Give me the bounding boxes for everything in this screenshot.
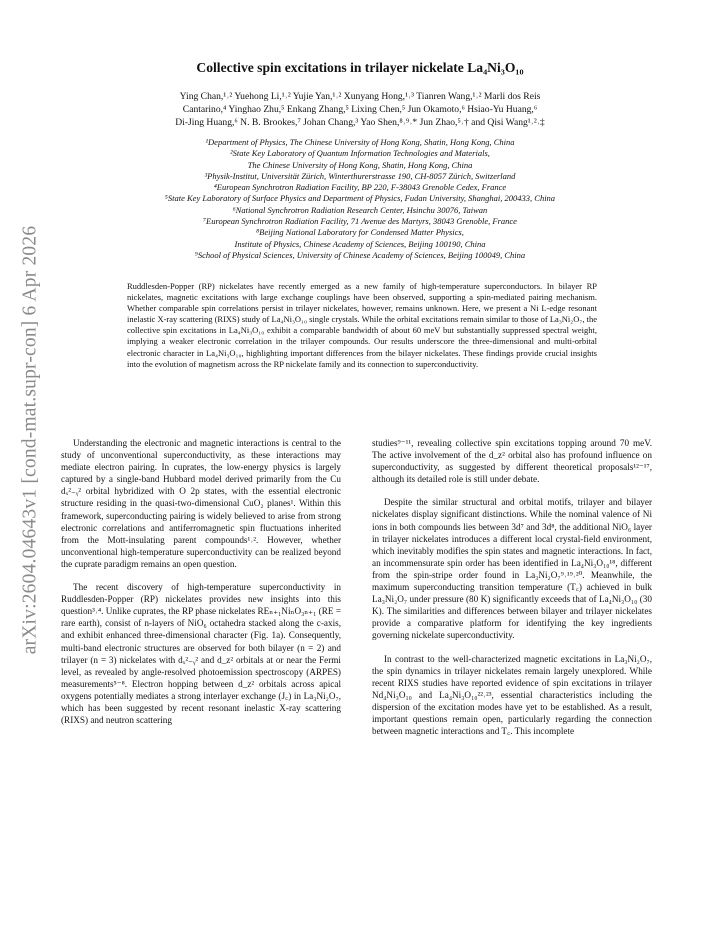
author-line: Ying Chan,¹˒² Yuehong Li,¹˒² Yujie Yan,¹˒² Xunyang Hong,¹˒³ Tianren Wang,¹˒² Marli dos Reis [179, 91, 541, 102]
body-paragraph: In contrast to the well-characterized magnetic excitations in La₃Ni₂O₇, the spin dynamics in trilayer nickelates remain largely unexplored. While recent RIXS studies have reported evidence of spin excitations in trilayer Nd₄Ni₃O₁₀ and La₄Ni₃O₁₀²²˒²³, essential characteristics including the dispersion of the excitation modes have yet to be established. As a result, important questions remain open, particularly regarding the connection between magnetic interactions and T꜀. This incomplete [372, 653, 652, 737]
body-column-left [61, 437, 341, 737]
author-line: Cantarino,⁴ Yinghao Zhu,⁵ Enkang Zhang,⁵ Lixing Chen,⁵ Jun Okamoto,⁶ Hsiao-Yu Huang,⁶ [182, 104, 538, 116]
affiliation-line: ⁹School of Physical Sciences, University of Chinese Academy of Sciences, Beijing 100049, China [194, 249, 526, 260]
affiliation-line: ²State Key Laboratory of Quantum Information Technologies and Materials, [230, 148, 490, 159]
affiliation-line: ⁸Beijing National Laboratory for Condensed Matter Physics, [256, 227, 464, 238]
author-line: Di-Jing Huang,⁶ N. B. Brookes,⁷ Johan Chang,³ Yao Shen,⁸˒⁹˒* Jun Zhao,⁵˒† and Qisi Wang¹˒²˒‡ [175, 117, 545, 129]
affiliation-line: ⁴European Synchrotron Radiation Facility, BP 220, F-38043 Grenoble Cedex, France [213, 182, 507, 193]
body-paragraph: Despite the similar structural and orbital motifs, trilayer and bilayer nickelates display significant distinctions. While the nominal valence of Ni ions in both compounds lies between 3d⁷ and 3d⁸, the additional NiO₆ layer in trilayer nickelates introduces a different local crystal-field environment, which inevitably modifies the spin states and magnetic interactions. In fact, an incommensurate spin order has been identified in La₄Ni₃O₁₀¹⁸, different from the spin-stripe order found in La₃Ni₂O₇⁹˒¹⁹˒²⁰. Meanwhile, the maximum superconducting transition temperature (T꜀) achieved in bulk La₃Ni₂O₇ under pressure (80 K) significantly exceeds that of La₄Ni₃O₁₀ (30 K). The similarities and differences between bilayer and trilayer nickelates provide a comparative platform for identifying the key ingredients governing nickelate superconductivity. [372, 497, 652, 641]
arxiv-identifier-text: arXiv:2604.04643v1 [cond-mat.supr-con] 6 Apr 2026 [19, 225, 40, 655]
affiliation-line: ¹Department of Physics, The Chinese University of Hong Kong, Shatin, Hong Kong, China [205, 137, 515, 147]
affiliation-line: ⁷European Synchrotron Radiation Facility, 71 Avenue des Martyrs, 38043 Grenoble, France [203, 216, 517, 227]
affiliation-line: ⁶National Synchrotron Radiation Research Center, Hsinchu 30076, Taiwan [232, 204, 488, 215]
affiliation-line: ⁵State Key Laboratory of Surface Physics and Department of Physics, Fudan University, Shanghai, 200433, China [164, 193, 556, 204]
body-paragraph: Understanding the electronic and magnetic interactions is central to the study of unconventional superconductivity, as these interactions may mediate electron pairing. In cuprates, the low-energy physics is largely captured by a single-band Hubbard model derived primarily from the Cu dₓ²₋ᵧ² orbital hybridized with O 2p states, with the essential electronic structure residing in the quasi-two-dimensional CuO₂ planes¹. Within this framework, superconducting pairing is widely believed to arise from strong electronic correlations and antiferromagnetic spin fluctuations inherited from the Mott-insulating parent compounds¹˒². However, whether unconventional high-temperature superconductivity can be realized beyond the cuprate paradigm remains an open question. [61, 438, 341, 569]
arxiv-identifier-sidebar [12, 160, 48, 720]
affiliation-line: Institute of Physics, Chinese Academy of Sciences, Beijing 100190, China [234, 238, 486, 249]
affiliation-list [60, 137, 660, 261]
abstract: Ruddlesden-Popper (RP) nickelates have recently emerged as a new family of high-temperature superconductors. In bilayer RP nickelates, magnetic excitations with large exchange couplings have been observed, supporting a spin-mediated pairing mechanism. Whether comparable spin correlations persist in trilayer nickelates, however, remains unknown. Here, we present a Ni L-edge resonant inelastic X-ray scattering (RIXS) study of La₄Ni₃O₁₀ single crystals. While the orbital excitations remain similar to those of La₃Ni₂O₇, the collective spin excitations in La₄Ni₃O₁₀ exhibit a comparable bandwidth of about 60 meV but substantially suppressed spectral weight, implying a weaker electronic correlation in the trilayer compounds. Our results underscore the three-dimensional and multi-orbital electronic character in La₄Ni₃O₁₀, highlighting important differences from the bilayer nickelates. These findings provide crucial insights into the evolution of magnetism across the RP nickelate family and its connection to superconductivity. [127, 281, 597, 369]
body-column-right [372, 437, 652, 748]
affiliation-line: The Chinese University of Hong Kong, Shatin, Hong Kong, China [247, 159, 473, 170]
body-paragraph: studies⁹⁻¹¹, revealing collective spin excitations topping around 70 meV. The active involvement of the d_z² orbital also has profound influence on superconductivity, as suggested by different theoretical proposals¹²⁻¹⁷, although its detailed role is still under debate. [372, 438, 652, 485]
body-paragraph: The recent discovery of high-temperature superconductivity in Ruddlesden-Popper (RP) nickelates provides new insights into this question³˒⁴. Unlike cuprates, the RP phase nickelates REₙ₊₁NiₙO₃ₙ₊₁ (RE = rare earth), consist of n-layers of NiO₆ octahedra stacked along the c-axis, and exhibit enhanced three-dimensional character (Fig. 1a). Consequently, multi-band electronic structures are observed for both bilayer (n = 2) and trilayer (n = 3) nickelates with dₓ²₋ᵧ² and d_z² orbitals at or near the Fermi level, as revealed by angle-resolved photoemission spectroscopy (ARPES) measurements⁵⁻⁸. Electron hopping between d_z² orbitals across apical oxygens potentially mediates a strong interlayer exchange (J꜀) in La₃Ni₂O₇, which has been suggested by recent resonant inelastic X-ray scattering (RIXS) and neutron scattering [61, 582, 341, 726]
author-list [70, 90, 650, 130]
paper-title: Collective spin excitations in trilayer nickelate La₄Ni₃O₁₀ [196, 60, 524, 75]
affiliation-line: ³Physik-Institut, Universität Zürich, Winterthurerstrasse 190, CH-8057 Zürich, Switzerland [204, 170, 516, 181]
